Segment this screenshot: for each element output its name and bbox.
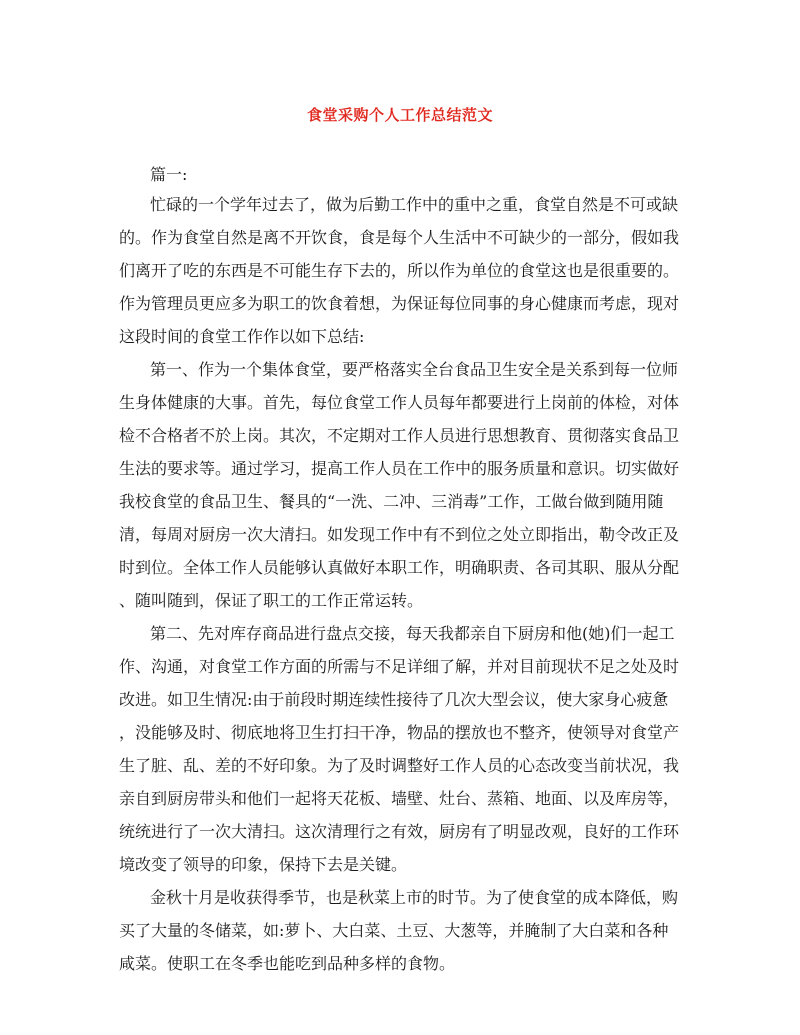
- paragraph-line: 、随叫随到，保证了职工的工作正常运转。: [119, 591, 424, 610]
- paragraph-line: ，没能够及时、彻底地将卫生打扫干净，物品的摆放也不整齐，使领导对食堂产: [119, 723, 680, 742]
- paragraph-line: 咸菜。使职工在冬季也能吃到品种多样的食物。: [119, 954, 456, 973]
- paragraph-line: 亲自到厨房带头和他们一起将天花板、墙壁、灶台、蒸箱、地面、以及库房等，: [119, 789, 680, 808]
- paragraph-line: 境改变了领导的印象，保持下去是关键。: [119, 855, 408, 874]
- paragraph-line: 第二、先对库存商品进行盘点交接，每天我都亲自下厨房和他(她)们一起工: [150, 624, 675, 643]
- paragraph-line: 作、沟通，对食堂工作方面的所需与不足详细了解，并对目前现状不足之处及时: [119, 657, 680, 676]
- paragraph-line: 生了脏、乱、差的不好印象。为了及时调整好工作人员的心态改变当前状况，我: [119, 756, 680, 775]
- paragraph-line: 我校食堂的食品卫生、餐具的“一洗、二冲、三消毒”工作，工做台做到随用随: [119, 492, 664, 511]
- paragraph-line: 统统进行了一次大清扫。这次清理行之有效，厨房有了明显改观，良好的工作环: [119, 822, 680, 841]
- paragraph-line: 改进。如卫生情况:由于前段时期连续性接待了几次大型会议，使大家身心疲惫: [119, 690, 669, 709]
- paragraph-line: 检不合格者不於上岗。其次，不定期对工作人员进行思想教育、贯彻落实食品卫: [119, 426, 680, 445]
- document-title: 食堂采购个人工作总结范文: [306, 106, 493, 124]
- paragraph-line: 金秋十月是收获得季节，也是秋菜上市的时节。为了使食堂的成本降低，购: [150, 888, 679, 907]
- paragraph-line: 生身体健康的大事。首先，每位食堂工作人员每年都要进行上岗前的体检，对体: [119, 393, 680, 412]
- section-heading: 篇一:: [150, 165, 188, 184]
- paragraph-line: 第一、作为一个集体食堂，要严格落实全台食品卫生安全是关系到每一位师: [150, 360, 679, 379]
- paragraph-line: 这段时间的食堂工作作以如下总结:: [119, 327, 365, 346]
- paragraph-line: 作为管理员更应多为职工的饮食着想，为保证每位同事的身心健康而考虑，现对: [119, 294, 680, 313]
- paragraph-line: 的。作为食堂自然是离不开饮食，食是每个人生活中不可缺少的一部分，假如我: [119, 228, 680, 247]
- paragraph-line: 忙碌的一个学年过去了，做为后勤工作中的重中之重，食堂自然是不可或缺: [150, 195, 679, 214]
- paragraph-line: 时到位。全体工作人员能够认真做好本职工作，明确职责、各司其职、服从分配: [119, 558, 680, 577]
- paragraph-line: 生法的要求等。通过学习，提高工作人员在工作中的服务质量和意识。切实做好: [119, 459, 680, 478]
- paragraph-line: 们离开了吃的东西是不可能生存下去的，所以作为单位的食堂这也是很重要的。: [119, 261, 680, 280]
- paragraph-line: 买了大量的冬储菜，如:萝卜、大白菜、土豆、大葱等，并腌制了大白菜和各种: [119, 921, 669, 940]
- paragraph-line: 清，每周对厨房一次大清扫。如发现工作中有不到位之处立即指出，勒令改正及: [119, 525, 680, 544]
